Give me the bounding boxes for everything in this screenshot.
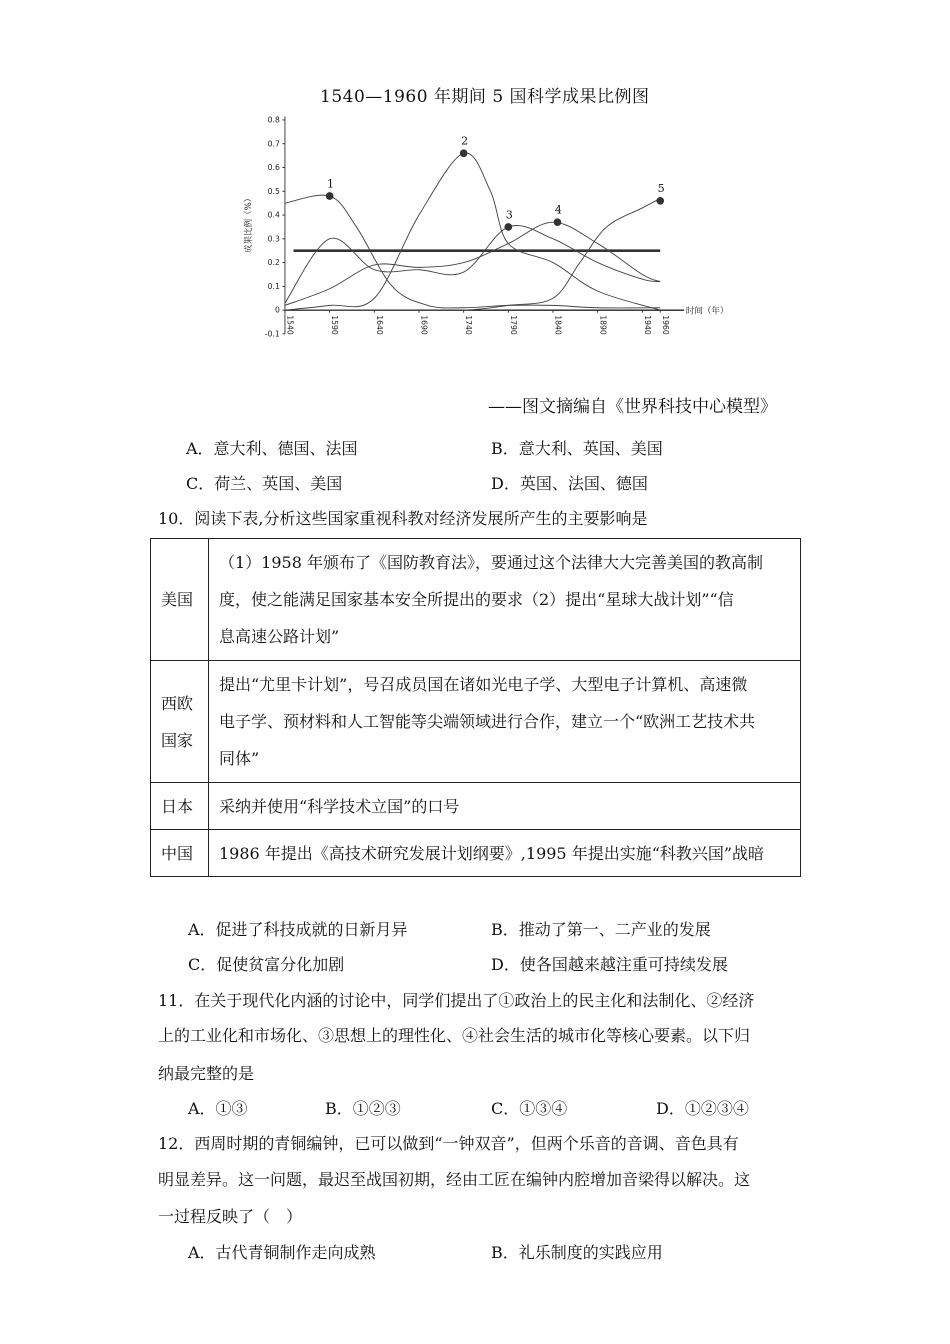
y-tick-label: 0.4 [267, 210, 280, 220]
series-line-3 [285, 225, 660, 303]
policy-cell [209, 539, 801, 661]
x-tick-label: 1690 [419, 315, 429, 335]
q12-stem-line: 一过程反映了（ ） [158, 1207, 303, 1226]
x-tick-label: 1890 [598, 315, 608, 335]
q12-stem-line: 12．西周时期的青铜编钟，已可以做到“一钟双音”，但两个乐音的音调、音色具有 [158, 1134, 739, 1153]
peak-label-4: 4 [554, 203, 562, 217]
q11-option-a[interactable]: A．①③ [188, 1099, 248, 1118]
x-tick-label: 1960 [660, 315, 670, 335]
peak-marker-3 [504, 223, 512, 231]
q11-stem-line: 上的工业化和市场化、③思想上的理性化、④社会生活的城市化等核心要素。以下归 [158, 1026, 751, 1045]
table-row [151, 830, 801, 877]
policy-line: 息高速公路计划” [219, 627, 340, 646]
y-tick-label: 0.1 [267, 281, 280, 291]
x-tick-label: 1940 [642, 315, 652, 335]
q10-stem: 10．阅读下表,分析这些国家重视科教对经济发展所产生的主要影响是 [158, 509, 648, 528]
policy-line: 采纳并使用“科学技术立国”的口号 [219, 796, 460, 816]
country-cell [151, 661, 209, 783]
policy-line: 同体” [219, 749, 260, 768]
q9-option-b[interactable]: B．意大利、英国、美国 [491, 439, 663, 458]
y-axis-label: 成果比例（%） [243, 193, 254, 253]
q12-option-b[interactable]: B．礼乐制度的实践应用 [491, 1243, 663, 1262]
q9-option-a[interactable]: A．意大利、德国、法国 [186, 439, 358, 458]
series-line-4 [285, 222, 660, 305]
table-row [151, 539, 801, 661]
country-cell: 日本 [151, 783, 209, 830]
policy-line: （1）1958 年颁布了《国防教育法》，要通过这个法律大大完善美国的教高制 [219, 553, 763, 572]
policy-line: 提出“尤里卡计划”，号召成员国在诸如光电子学、大型电子计算机、高速微 [219, 675, 748, 694]
q10-option-d[interactable]: D．使各国越来越注重可持续发展 [491, 955, 728, 974]
y-tick-label: 0.7 [267, 139, 280, 149]
policy-line: 1986 年提出《高技术研究发展计划纲要》,1995 年提出实施“科教兴国”战暗 [219, 843, 765, 863]
chart-caption: ——图文摘编自《世界科技中心模型》 [488, 397, 777, 417]
policy-table [150, 538, 801, 877]
country-cell: 中国 [151, 830, 209, 877]
chart-title: 1540—1960 年期间 5 国科学成果比例图 [320, 87, 650, 107]
y-tick-label: 0.3 [267, 234, 280, 244]
policy-line: 电子学、预材料和人工智能等尖端领域进行合作，建立一个“欧洲工艺技术共 [219, 712, 756, 731]
x-tick-label: 1790 [508, 315, 518, 335]
peak-label-2: 2 [461, 134, 469, 148]
y-tick-label: 0.2 [267, 258, 280, 268]
q11-option-d[interactable]: D．①②③④ [656, 1099, 749, 1118]
x-axis-label: 时间（年） [685, 306, 729, 317]
table-row [151, 661, 801, 783]
q12-stem-line: 明显差异。这一问题，最迟至战国初期，经由工匠在编钟内腔增加音梁得以解决。这 [158, 1170, 751, 1189]
y-tick-label: 0 [274, 305, 280, 315]
y-tick-label: 0.5 [267, 186, 280, 196]
y-tick-label: 0.6 [267, 163, 280, 173]
x-tick-label: 1640 [374, 315, 384, 335]
peak-marker-4 [554, 218, 562, 226]
peak-marker-2 [460, 149, 468, 157]
q11-stem-line: 11．在关于现代化内涵的讨论中，同学们提出了①政治上的民主化和法制化、②经济 [158, 991, 755, 1010]
q10-option-c[interactable]: C．促使贫富分化加剧 [188, 955, 345, 974]
q9-option-c[interactable]: C．荷兰、英国、美国 [186, 474, 343, 493]
q11-option-b[interactable]: B．①②③ [325, 1099, 401, 1118]
science-share-chart [195, 108, 815, 398]
series-line-2 [285, 153, 660, 310]
q10-option-a[interactable]: A．促进了科技成就的日新月异 [188, 920, 408, 939]
peak-label-3: 3 [505, 208, 513, 222]
x-tick-label: 1840 [553, 315, 563, 335]
q12-option-a[interactable]: A．古代青铜制作走向成熟 [188, 1243, 376, 1262]
q9-option-d[interactable]: D．英国、法国、德国 [491, 474, 648, 493]
x-tick-label: 1740 [464, 315, 474, 335]
x-tick-label: 1540 [285, 315, 295, 335]
policy-cell [209, 661, 801, 783]
x-tick-label: 1590 [330, 315, 340, 335]
country-cell: 美国 [151, 539, 209, 661]
y-tick-label: -0.1 [264, 329, 280, 339]
policy-cell [209, 830, 801, 877]
policy-line: 度，使之能满足国家基本安全所提出的要求（2）提出“星球大战计划”“信 [219, 590, 734, 609]
peak-label-5: 5 [657, 182, 665, 196]
q11-stem-line: 纳最完整的是 [158, 1064, 255, 1083]
q10-option-b[interactable]: B．推动了第一、二产业的发展 [491, 920, 711, 939]
q11-option-c[interactable]: C．①③④ [491, 1099, 568, 1118]
table-row [151, 783, 801, 830]
peak-label-1: 1 [327, 177, 335, 191]
y-tick-label: 0.8 [267, 115, 280, 125]
country-line: 国家 [161, 730, 194, 750]
policy-cell [209, 783, 801, 830]
peak-marker-1 [326, 192, 334, 200]
country-line: 西欧 [161, 693, 194, 713]
peak-marker-5 [656, 197, 664, 205]
